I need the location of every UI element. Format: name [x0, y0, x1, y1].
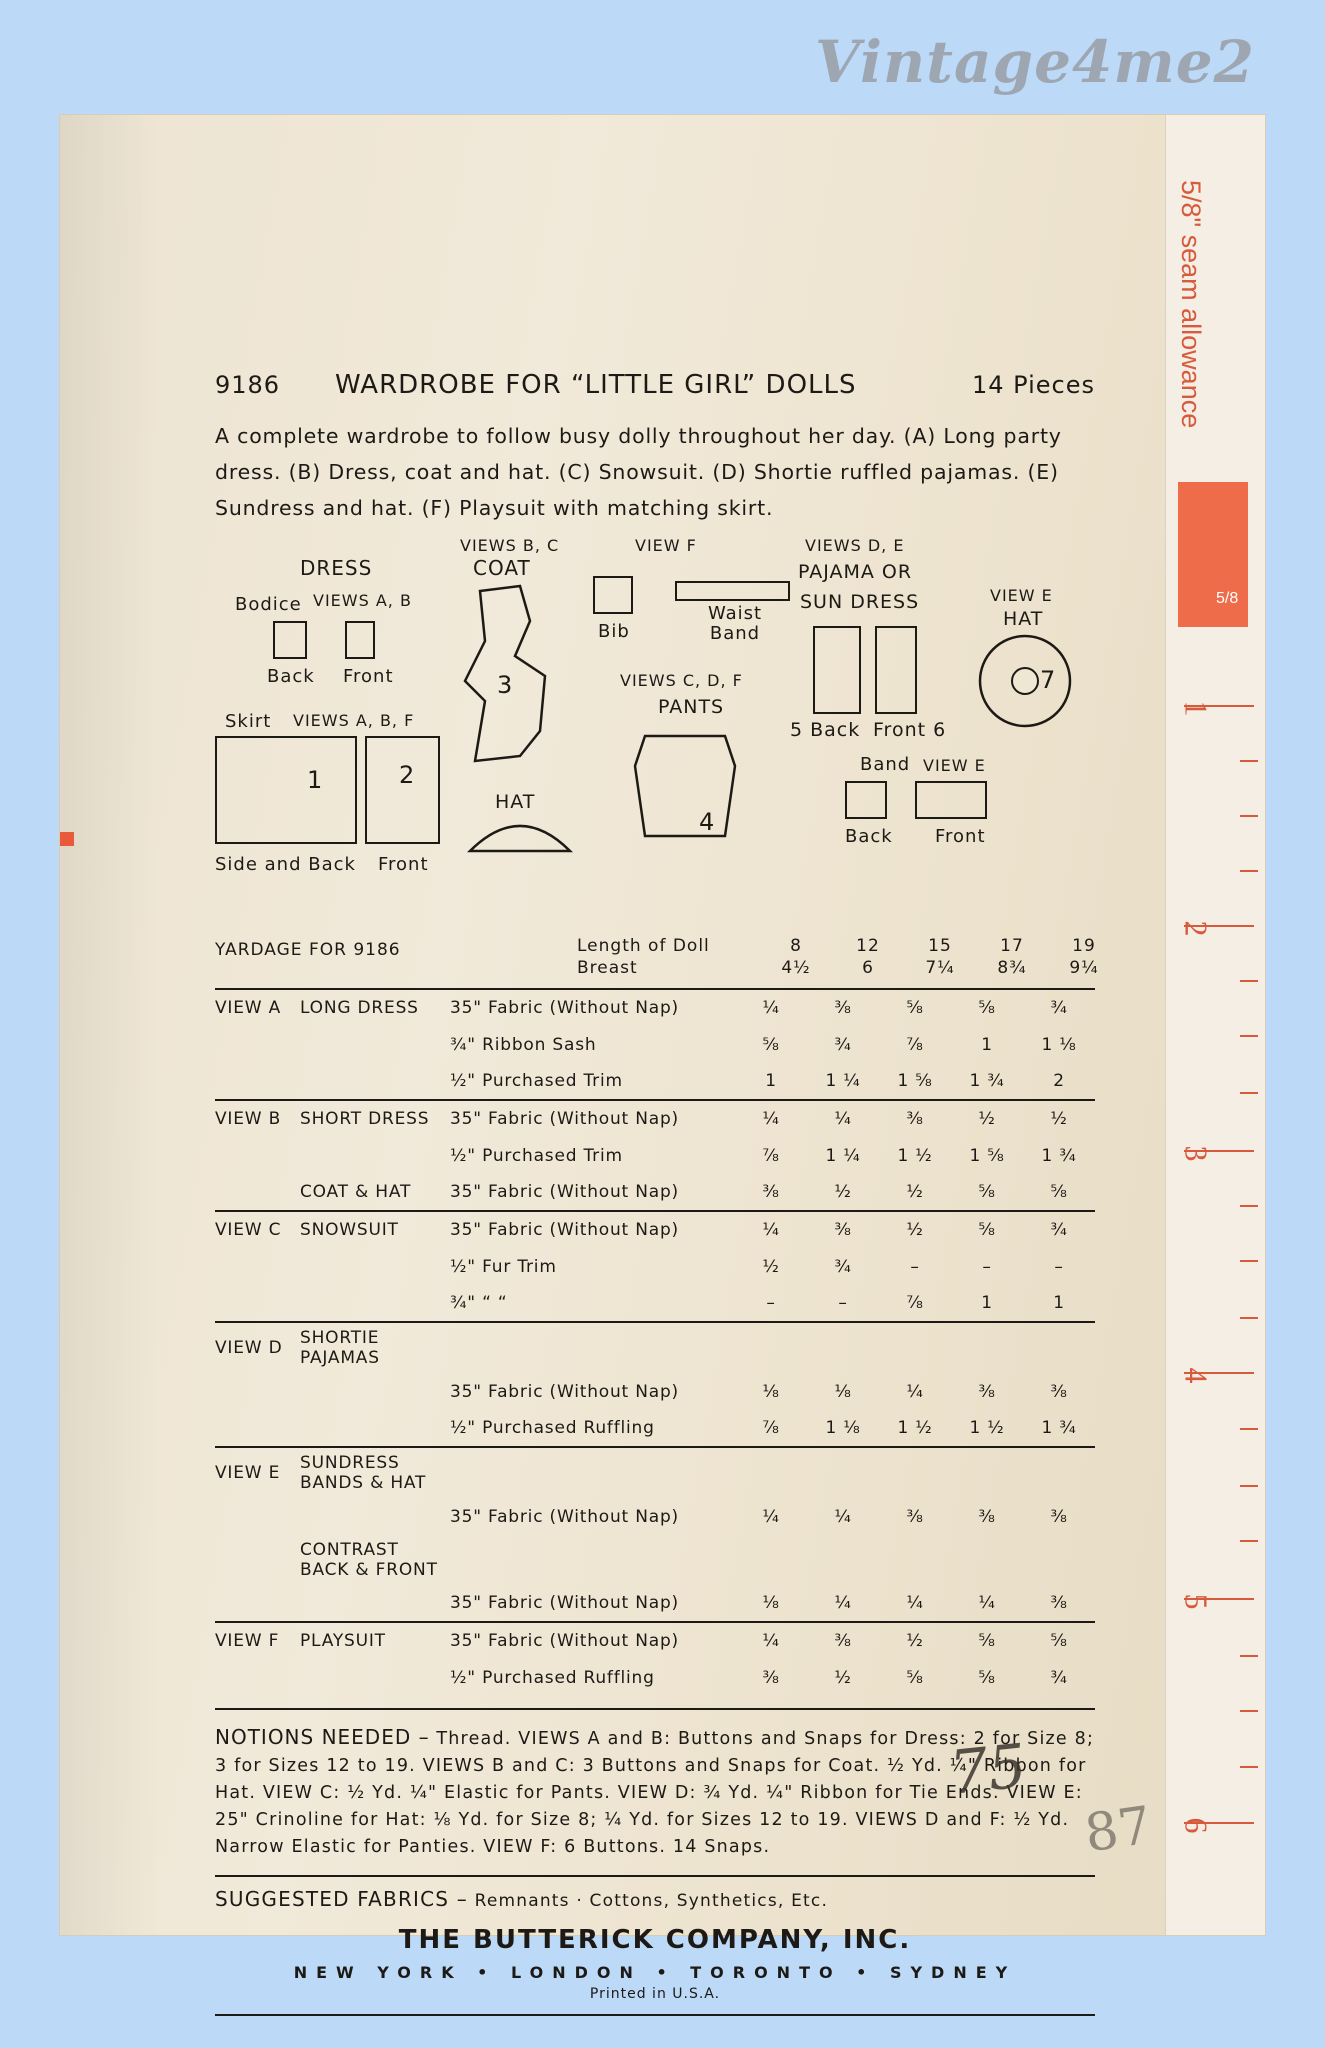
- yardage-view: [215, 1285, 300, 1322]
- yardage-value: ½: [762, 1256, 780, 1277]
- size-header: 17: [1000, 936, 1024, 956]
- yardage-value: 1 ½: [897, 1145, 933, 1166]
- yardage-value: ⅝: [1023, 1622, 1095, 1659]
- yardage-row: [215, 1211, 1095, 1248]
- band-back-label: Back: [845, 826, 893, 847]
- pajama-label: PAJAMA OR: [798, 561, 913, 583]
- yardage-item: [300, 1585, 450, 1622]
- coat-label: COAT: [473, 556, 531, 580]
- bib-piece: [593, 576, 633, 614]
- tape-tick: [1240, 1428, 1258, 1430]
- yardage-value: [879, 1535, 951, 1585]
- yardage-view: [215, 1174, 300, 1211]
- yardage-value: ¼: [762, 1506, 780, 1527]
- tape-tick: [1240, 1540, 1258, 1542]
- band-back-piece: [845, 781, 887, 819]
- yardage-value: [735, 1447, 807, 1498]
- tape-tick: [1240, 1205, 1258, 1207]
- red-marker: [60, 832, 74, 846]
- tape-tick: [1240, 1710, 1258, 1712]
- dress-label: DRESS: [300, 556, 373, 580]
- bodice-views: VIEWS A, B: [313, 591, 412, 610]
- yardage-row: [215, 1063, 1095, 1100]
- printed-in: Printed in U.S.A.: [589, 1986, 721, 2002]
- yardage-value: –: [838, 1293, 848, 1313]
- yardage-value: ¾: [1023, 989, 1095, 1026]
- yardage-material: 35" Fabric (Without Nap): [450, 1211, 735, 1248]
- yardage-material: [450, 1322, 735, 1373]
- pattern-number: 9186: [215, 371, 281, 399]
- yardage-item: LONG DRESS: [300, 989, 450, 1026]
- yardage-value: ½: [879, 1622, 951, 1659]
- yardage-value: ½: [879, 1211, 951, 1248]
- pajama-back-piece: [813, 626, 861, 714]
- yardage-view: VIEW A: [215, 989, 300, 1026]
- yardage-item: PLAYSUIT: [300, 1622, 450, 1659]
- yardage-view: VIEW C: [215, 1211, 300, 1248]
- breast-label: Breast: [577, 958, 638, 978]
- yardage-material: 35" Fabric (Without Nap): [450, 1593, 679, 1613]
- pajama-front-piece: [875, 626, 917, 714]
- tape-inch-number: 4: [1178, 1367, 1215, 1384]
- yardage-material: 35" Fabric (Without Nap): [450, 1182, 679, 1202]
- pattern-header: [215, 370, 1095, 400]
- breast-header: 6: [862, 958, 874, 978]
- yardage-value: 1 ¾: [969, 1071, 1005, 1091]
- yardage-material: ½" Purchased Ruffling: [450, 1667, 655, 1688]
- yardage-row: [215, 1498, 1095, 1535]
- skirt-side-back-label: Side and Back: [215, 854, 356, 875]
- yardage-view: VIEW B: [215, 1100, 300, 1137]
- yardage-value: ¼: [735, 1622, 807, 1659]
- piece-diagrams: [215, 536, 1095, 936]
- yardage-row: [215, 1585, 1095, 1622]
- yardage-value: ⅜: [807, 1622, 879, 1659]
- yardage-value: ⅝: [879, 989, 951, 1026]
- yardage-row: [215, 1622, 1095, 1659]
- yardage-item: SHORTIE PAJAMAS: [300, 1322, 450, 1373]
- yardage-value: ¼: [906, 1381, 924, 1402]
- size-header: 12: [856, 936, 880, 956]
- size-header: 15: [928, 936, 952, 956]
- breast-header: 9¼: [1069, 958, 1099, 978]
- tape-tick: [1240, 1317, 1258, 1319]
- pants-label: PANTS: [658, 696, 725, 718]
- yardage-view: [215, 1498, 300, 1535]
- waist-band-piece: [675, 581, 790, 601]
- yardage-material: [450, 1535, 735, 1585]
- breast-header: 4½: [781, 958, 811, 978]
- coat-views: VIEWS B, C: [460, 536, 560, 555]
- yardage-value: [735, 1535, 807, 1585]
- coat-hat-label: HAT: [495, 791, 536, 813]
- yardage-view: [215, 1063, 300, 1100]
- skirt-piece-number: 1: [307, 766, 324, 794]
- tape-inch-number: 3: [1178, 1145, 1215, 1162]
- tape-tick: [1240, 1260, 1258, 1262]
- yardage-value: [879, 1322, 951, 1373]
- band-view-label: VIEW E: [923, 756, 986, 775]
- tape-tick: [1240, 760, 1258, 762]
- yardage-view: [215, 1410, 300, 1447]
- yardage-value: 1 ½: [969, 1418, 1005, 1438]
- yardage-item: [300, 1373, 450, 1410]
- yardage-item: [300, 1063, 450, 1100]
- yardage-value: ⅜: [978, 1381, 996, 1402]
- yardage-item: COAT & HAT: [300, 1182, 412, 1202]
- yardage-value: [807, 1322, 879, 1373]
- yardage-material: 35" Fabric (Without Nap): [450, 1381, 679, 1402]
- yardage-material: ½" Purchased Ruffling: [450, 1418, 655, 1438]
- pattern-description: A complete wardrobe to follow busy dolly throughout her day. (A) Long party dress. (B) Dress, coat and hat. (C) Snowsuit. (D) Shortie ruffled pajamas. (E) Sundress and hat. (F) Playsuit with matching skirt.: [215, 424, 1062, 520]
- yardage-value: [951, 1535, 1023, 1585]
- yardage-value: 1 ⅛: [825, 1418, 861, 1438]
- yardage-view: [215, 1026, 300, 1063]
- yardage-value: ⅝: [762, 1034, 780, 1055]
- yardage-value: 1: [765, 1071, 777, 1091]
- yardage-value: ½: [834, 1667, 852, 1688]
- yardage-value: 2: [1053, 1071, 1065, 1091]
- yardage-table: [215, 988, 1095, 1696]
- yardage-title: YARDAGE FOR 9186: [215, 940, 401, 960]
- yardage-value: 1: [981, 1034, 993, 1055]
- breast-header: 7¼: [925, 958, 955, 978]
- yardage-value: ½: [1023, 1100, 1095, 1137]
- yardage-value: ½: [906, 1182, 924, 1202]
- yardage-item: [300, 1026, 450, 1063]
- yardage-value: ⅜: [1050, 1506, 1068, 1527]
- yardage-value: [1023, 1535, 1095, 1585]
- pajama-back-label: 5 Back: [790, 719, 861, 741]
- tape-tick: [1240, 1485, 1258, 1487]
- yardage-value: ⅞: [906, 1293, 924, 1313]
- yardage-value: 1 ¼: [825, 1071, 861, 1091]
- yardage-view: [215, 1248, 300, 1285]
- skirt-front-piece: [365, 736, 440, 844]
- yardage-value: ¼: [735, 989, 807, 1026]
- yardage-value: ½: [834, 1182, 852, 1202]
- yardage-value: 1 ⅝: [897, 1071, 933, 1091]
- yardage-row: [215, 1373, 1095, 1410]
- yardage-row: [215, 1659, 1095, 1696]
- yardage-view: [215, 1659, 300, 1696]
- suggested-text: Remnants · Cottons, Synthetics, Etc.: [474, 1891, 829, 1911]
- envelope-fold: [60, 115, 160, 1935]
- yardage-value: 1 ¾: [1041, 1145, 1077, 1166]
- bodice-front-piece: [345, 621, 375, 659]
- bodice-back-piece: [273, 621, 307, 659]
- tape-tick: [1240, 870, 1258, 872]
- bottom-rule: [215, 2014, 1095, 2016]
- tape-tick: [1240, 1092, 1258, 1094]
- length-label: Length of Doll: [577, 936, 710, 956]
- yardage-value: ¼: [735, 1211, 807, 1248]
- yardage-value: ¾: [834, 1256, 852, 1277]
- tape-tick: [1240, 1035, 1258, 1037]
- yardage-material: ½" Purchased Trim: [450, 1071, 623, 1091]
- yardage-view: VIEW E: [215, 1447, 300, 1498]
- yardage-value: [951, 1447, 1023, 1498]
- yardage-view: [215, 1585, 300, 1622]
- skirt-side-back-piece: [215, 736, 357, 844]
- tape-tick: [1240, 815, 1258, 817]
- band-front-label: Front: [935, 826, 986, 847]
- yardage-value: [807, 1447, 879, 1498]
- yardage-value: ¾: [834, 1034, 852, 1055]
- pants-piece: [630, 726, 740, 841]
- price-stamp: 75: [946, 1731, 1030, 1809]
- tape-tick: [1240, 980, 1258, 982]
- yardage-item: SHORT DRESS: [300, 1100, 450, 1137]
- yardage-material: [450, 1447, 735, 1498]
- yardage-value: ⅜: [1050, 1381, 1068, 1402]
- size-header: 19: [1072, 936, 1096, 956]
- skirt-label: Skirt: [225, 711, 272, 732]
- notions-text: Thread. VIEWS A and B: Buttons and Snaps for Dress: 2 for Size 8; 3 for Sizes 12 to 19. VIEWS B and C: 3 Buttons and Snaps for Coat. ½ Yd. ¼" Ribbon for Hat. VIEW C: ½ Yd. ¼" Elastic for Pants. VIEW D: ¾ Yd. ¼" Ribbon for Tie Ends. VIEW E: 25" Crinoline for Hat: ⅛ Yd. for Size 8; ¼ Yd. for Sizes 12 to 19. VIEWS D and F: ½ Yd. Narrow Elastic for Panties. VIEW F: 6 Buttons. 14 Snaps.: [215, 1729, 1095, 1857]
- company-cities: NEW YORK • LONDON • TORONTO • SYDNEY: [293, 1963, 1017, 1982]
- yardage-value: [807, 1535, 879, 1585]
- yardage-row: [215, 1410, 1095, 1447]
- yardage-value: ⅛: [762, 1381, 780, 1402]
- yardage-value: ¾: [1050, 1667, 1068, 1688]
- yardage-value: ¼: [978, 1593, 996, 1613]
- skirt-front-label: Front: [378, 854, 429, 875]
- yardage-value: 1: [1053, 1293, 1065, 1313]
- yardage-value: ⅞: [906, 1034, 924, 1055]
- bib-label: Bib: [598, 621, 630, 642]
- yardage-value: ⅜: [978, 1506, 996, 1527]
- yardage-value: ⅜: [762, 1667, 780, 1688]
- view-f-label: VIEW F: [635, 536, 697, 555]
- yardage-value: ⅜: [1050, 1593, 1068, 1613]
- yardage-row: [215, 1137, 1095, 1174]
- yardage-row: [215, 1100, 1095, 1137]
- yardage-row: [215, 1447, 1095, 1498]
- tape-label: 5/8" seam allowance: [1176, 180, 1206, 429]
- bodice-front-label: Front: [343, 666, 394, 687]
- yardage-value: ⅝: [978, 1667, 996, 1688]
- tape-tick: [1240, 1766, 1258, 1768]
- yardage-value: ⅜: [906, 1506, 924, 1527]
- yardage-value: ½: [951, 1100, 1023, 1137]
- yardage-item: [300, 1248, 450, 1285]
- yardage-view: [215, 1535, 300, 1585]
- yardage-value: ⅞: [762, 1418, 780, 1438]
- notions-lead: NOTIONS NEEDED –: [215, 1725, 430, 1749]
- yardage-value: –: [982, 1256, 992, 1277]
- yardage-item: [300, 1410, 450, 1447]
- yardage-value: 1 ½: [897, 1418, 933, 1438]
- suggested-fabrics: [215, 1875, 1095, 1911]
- yardage-value: 1 ¾: [1041, 1418, 1077, 1438]
- yardage-row: [215, 1248, 1095, 1285]
- hat-piece-number: 7: [1040, 666, 1057, 694]
- yardage-value: [879, 1447, 951, 1498]
- yardage-value: ⅛: [762, 1593, 780, 1613]
- yardage-row: [215, 1535, 1095, 1585]
- yardage-material: ¾" Ribbon Sash: [450, 1034, 597, 1055]
- waist-band-label: Waist Band: [707, 603, 763, 644]
- yardage-item: [300, 1137, 450, 1174]
- hat-e-label: HAT: [1003, 608, 1044, 630]
- coat-piece-number: 3: [497, 671, 514, 699]
- bodice-back-label: Back: [267, 666, 315, 687]
- yardage-value: ⅜: [879, 1100, 951, 1137]
- yardage-value: [1023, 1447, 1095, 1498]
- yardage-item: CONTRAST BACK & FRONT: [300, 1540, 438, 1580]
- tape-inch-number: 6: [1178, 1817, 1215, 1834]
- yardage-value: [1023, 1322, 1095, 1373]
- yardage-value: –: [766, 1293, 776, 1313]
- yardage-material: 35" Fabric (Without Nap): [450, 1506, 679, 1527]
- band-front-piece: [915, 781, 987, 819]
- yardage-value: ⅝: [1050, 1182, 1068, 1202]
- yardage-view: VIEW D: [215, 1322, 300, 1373]
- pajama-views: VIEWS D, E: [805, 536, 905, 555]
- yardage-item: SNOWSUIT: [300, 1211, 450, 1248]
- yardage-row: [215, 989, 1095, 1026]
- yardage-value: ¼: [807, 1100, 879, 1137]
- yardage-material: ½" Purchased Trim: [450, 1145, 623, 1166]
- yardage-row: [215, 1285, 1095, 1322]
- yardage-material: 35" Fabric (Without Nap): [450, 1100, 735, 1137]
- yardage-value: ⅝: [951, 1622, 1023, 1659]
- pajama-front-label: Front 6: [873, 719, 947, 741]
- yardage-value: ⅞: [762, 1145, 780, 1166]
- yardage-value: 1 ⅛: [1041, 1034, 1077, 1055]
- tape-red-label: 5/8: [1216, 590, 1239, 607]
- yardage-view: [215, 1137, 300, 1174]
- yardage-value: ⅝: [951, 989, 1023, 1026]
- tape-inch-number: 1: [1178, 700, 1215, 717]
- yardage-material: ¾" “ “: [450, 1293, 508, 1313]
- yardage-view: [215, 1373, 300, 1410]
- yardage-value: ⅜: [807, 1211, 879, 1248]
- suggested-lead: SUGGESTED FABRICS –: [215, 1887, 468, 1911]
- hat-e-piece: [975, 631, 1075, 731]
- skirt-piece-number: 2: [399, 761, 416, 789]
- skirt-views: VIEWS A, B, F: [293, 711, 415, 730]
- yardage-view: VIEW F: [215, 1622, 300, 1659]
- breast-header: 8¾: [997, 958, 1027, 978]
- yardage-value: ⅝: [951, 1211, 1023, 1248]
- yardage-value: ¾: [1023, 1211, 1095, 1248]
- tape-inch-number: 5: [1178, 1593, 1215, 1610]
- yardage-value: ⅝: [906, 1667, 924, 1688]
- yardage-item: [300, 1285, 450, 1322]
- sun-dress-label: SUN DRESS: [800, 591, 920, 613]
- yardage-item: [300, 1659, 450, 1696]
- yardage-value: [951, 1322, 1023, 1373]
- yardage-value: 1 ¼: [825, 1145, 861, 1166]
- pants-views: VIEWS C, D, F: [620, 671, 743, 690]
- yardage-value: ¼: [906, 1593, 924, 1613]
- yardage-value: [735, 1322, 807, 1373]
- yardage-row: [215, 1322, 1095, 1373]
- yardage-value: –: [1054, 1256, 1064, 1277]
- yardage-value: 1: [981, 1293, 993, 1313]
- yardage-value: ¼: [735, 1100, 807, 1137]
- yardage-value: 1 ⅝: [969, 1145, 1005, 1166]
- yardage-material: ½" Fur Trim: [450, 1256, 557, 1277]
- bodice-label: Bodice: [235, 594, 302, 615]
- yardage-value: ¼: [834, 1593, 852, 1613]
- watermark: Vintage4me2: [815, 28, 1255, 96]
- coat-hat-piece: [465, 816, 575, 856]
- tape-inch-number: 2: [1178, 920, 1215, 937]
- band-label: Band: [860, 754, 911, 775]
- pattern-pieces: 14 Pieces: [971, 371, 1095, 399]
- yardage-value: ⅜: [807, 989, 879, 1026]
- yardage-row: [215, 1026, 1095, 1063]
- yardage-value: ⅜: [762, 1182, 780, 1202]
- yardage-row: [215, 1174, 1095, 1211]
- pattern-title: WARDROBE FOR “LITTLE GIRL” DOLLS: [335, 370, 857, 400]
- yardage-value: ⅝: [978, 1182, 996, 1202]
- tape-tick: [1240, 1655, 1258, 1657]
- yardage-material: 35" Fabric (Without Nap): [450, 989, 735, 1026]
- code-stamp: 87: [1081, 1795, 1156, 1865]
- size-header: 8: [790, 936, 802, 956]
- yardage-header: [215, 936, 1099, 988]
- yardage-item: [300, 1498, 450, 1535]
- yardage-item: SUNDRESS BANDS & HAT: [300, 1447, 450, 1498]
- company-name: THE BUTTERICK COMPANY, INC.: [398, 1925, 912, 1955]
- yardage-value: ¼: [834, 1506, 852, 1527]
- yardage-material: 35" Fabric (Without Nap): [450, 1622, 735, 1659]
- hat-view-label: VIEW E: [990, 586, 1053, 605]
- yardage-value: ⅛: [834, 1381, 852, 1402]
- pants-piece-number: 4: [699, 808, 716, 836]
- yardage-value: –: [910, 1256, 920, 1277]
